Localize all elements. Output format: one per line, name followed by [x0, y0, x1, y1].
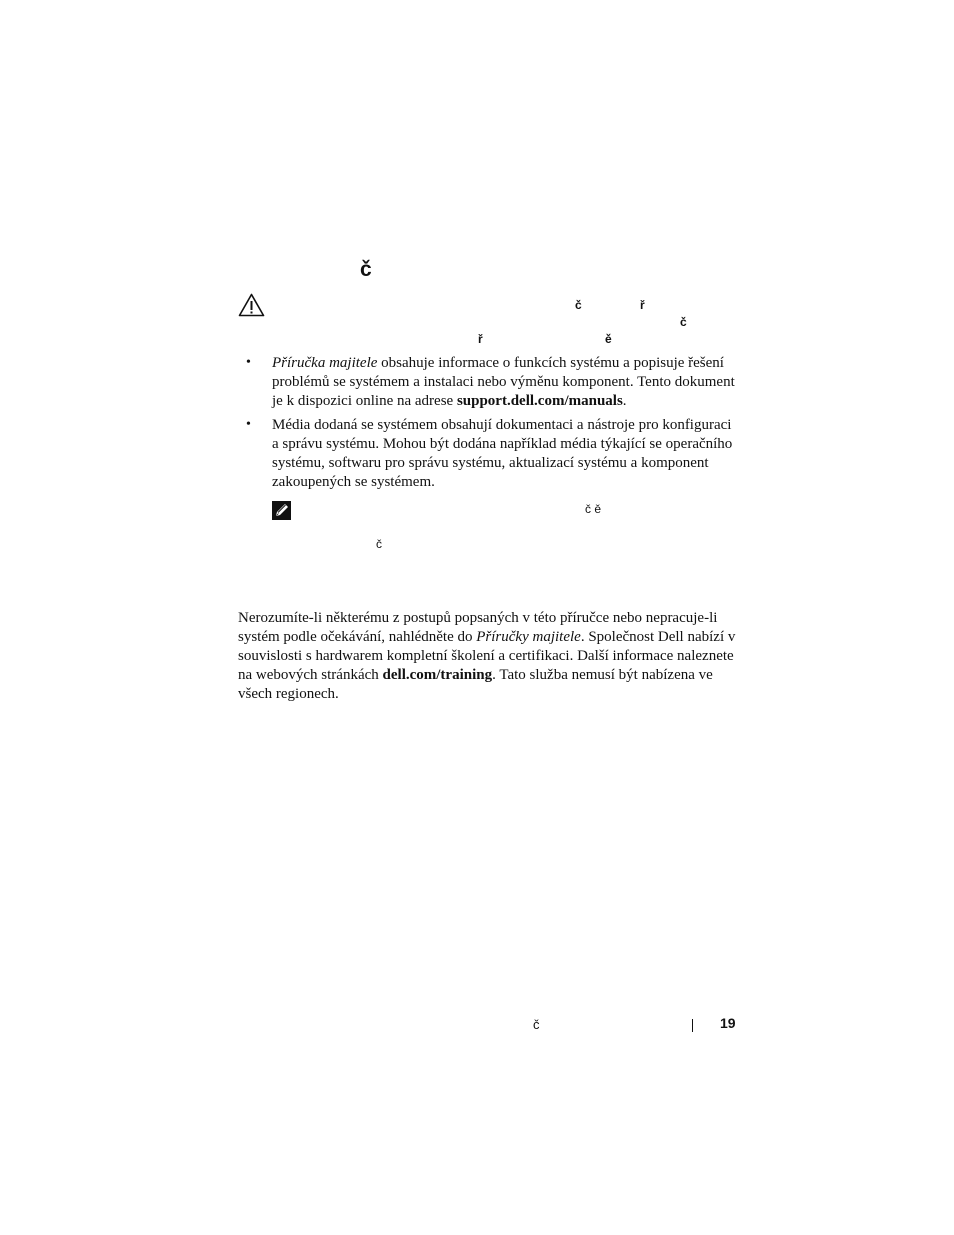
list-item	[272, 354, 738, 411]
note-fragment: č	[376, 537, 382, 551]
list-item-text: obsahuje informace o funkcích systému a popisuje řešení problémů se systémem a instalaci nebo výměnu komponent. Tento dokument je k dispozici online na adrese	[272, 355, 735, 409]
note-fragment: č ě	[585, 502, 602, 516]
note-pencil-icon	[272, 501, 291, 520]
footer-divider	[692, 1019, 693, 1032]
bullet-marker: •	[246, 355, 251, 370]
page-number: 19	[720, 1015, 736, 1031]
caution-fragment: ř	[478, 332, 483, 346]
paragraph-text: Nerozumíte-li některému z postupů popsaných v této příručce nebo nepracuje-li systém podle očekávání, nahlédněte do	[238, 610, 718, 645]
list-item	[272, 416, 738, 492]
paragraph-text: . Tato služba nemusí být nabízena ve všech regionech.	[238, 667, 713, 702]
owners-manual-reference: Příručky majitele	[476, 629, 581, 645]
caution-fragment: ě	[605, 332, 612, 346]
caution-fragment: č	[680, 315, 687, 329]
list-item-text: .	[622, 393, 627, 409]
paragraph-text: . Společnost Dell nabízí v souvislosti s hardwarem kompletní školení a certifikaci. Další informace naleznete na webových stránkách	[238, 629, 736, 683]
section-heading: č	[360, 258, 372, 281]
owners-manual-title: Příručka majitele	[272, 355, 378, 371]
training-link[interactable]: dell.com/training	[382, 667, 493, 683]
caution-fragment: ř	[640, 298, 645, 312]
footer-fragment: č	[533, 1017, 540, 1032]
bullet-marker: •	[246, 417, 251, 432]
manuals-link[interactable]: support.dell.com/manuals	[456, 393, 623, 409]
caution-fragment: č	[575, 298, 582, 312]
body-paragraph	[238, 609, 738, 704]
warning-triangle-icon	[238, 293, 265, 317]
list-item-text: Média dodaná se systémem obsahují dokumentaci a nástroje pro konfiguraci a správu systému. Mohou být dodána například média týkající se operačního systému, softwaru pro správu systému, aktualizací systému a komponent zakoupených se systémem.	[272, 417, 733, 490]
